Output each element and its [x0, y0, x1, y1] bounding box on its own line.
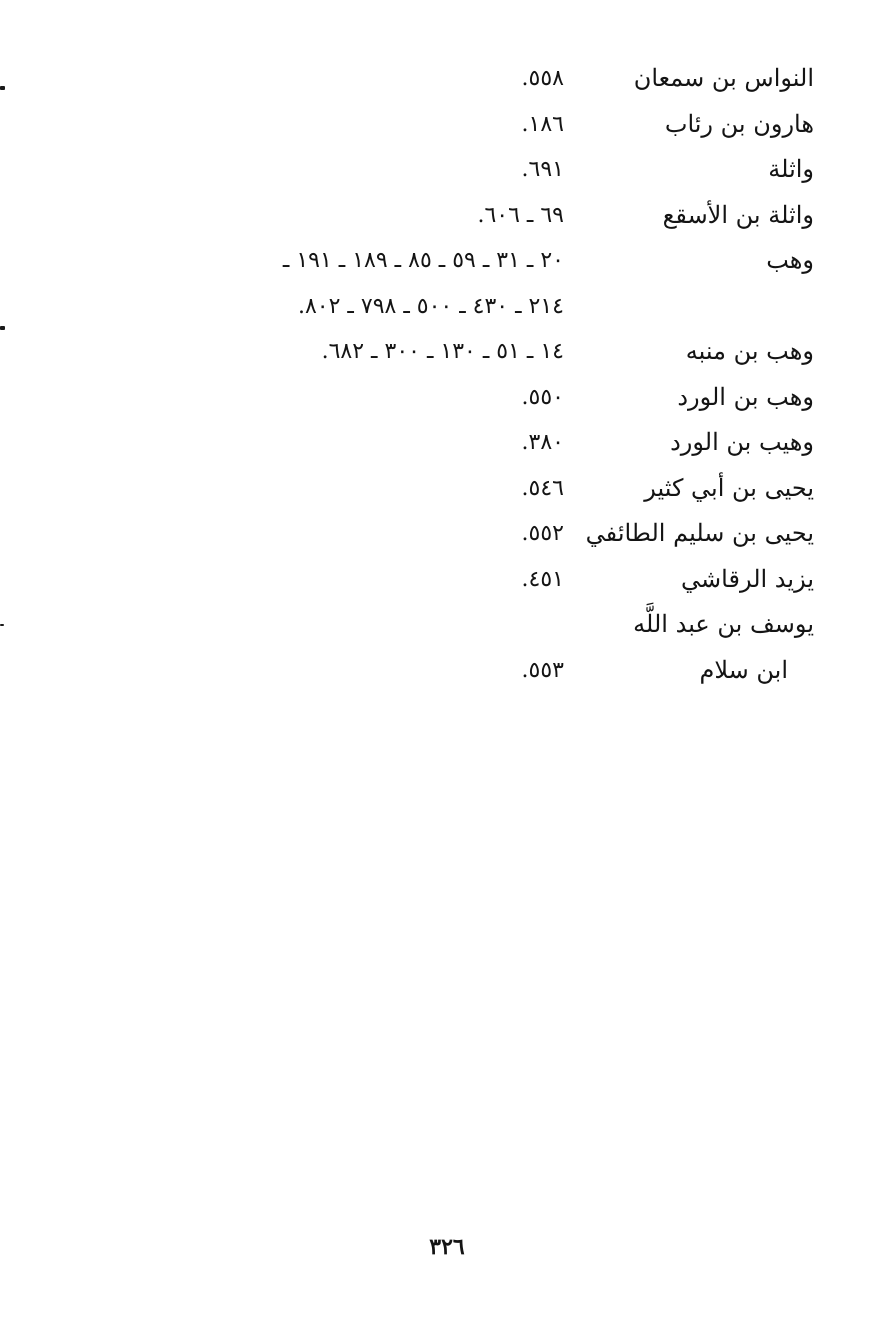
index-entry: [0, 557, 894, 603]
entry-page-refs: ٥٥٠.: [521, 384, 564, 410]
entry-name: يوسف بن عبد اللَّه: [633, 610, 814, 638]
index-entry: [0, 238, 894, 284]
entry-page-refs: ٥٥٢.: [521, 521, 564, 546]
entry-page-refs: ٦٩١.: [521, 157, 564, 182]
index-list: [0, 56, 894, 693]
entry-name: يحيى بن سليم الطائفي: [585, 519, 814, 547]
entry-name: يحيى بن أبي كثير: [644, 473, 814, 502]
entry-page-refs: ٥٤٦.: [521, 475, 564, 501]
entry-name: يزيد الرقاشي: [681, 564, 814, 593]
index-entry: [0, 602, 894, 648]
entry-name: واثلة بن الأسقع: [662, 200, 814, 229]
entry-page-refs: ٢١٤ ـ ٤٣٠ ـ ٥٠٠ ـ ٧٩٨ ـ ٨٠٢.: [297, 293, 564, 319]
scan-edge-mark: [0, 624, 4, 626]
page-number: ٣٢٦: [429, 1234, 465, 1260]
index-entry-continuation: [0, 284, 894, 330]
index-entry: [0, 147, 894, 193]
entry-name: وهب بن منبه: [685, 337, 814, 365]
entry-page-refs: ١٤ ـ ٥١ ـ ١٣٠ ـ ٣٠٠ ـ ٦٨٢.: [321, 339, 564, 364]
entry-page-refs: ٢٠ ـ ٣١ ـ ٥٩ ـ ٨٥ ـ ١٨٩ ـ ١٩١ ـ: [282, 248, 564, 273]
index-entry: [0, 375, 894, 421]
index-entry: [0, 511, 894, 557]
entry-name: وهب: [766, 246, 814, 274]
index-entry: [0, 466, 894, 512]
entry-name: النواس بن سمعان: [633, 64, 814, 92]
entry-name: واثلة: [768, 155, 814, 183]
entry-page-refs: ٥٥٣.: [521, 657, 564, 683]
entry-page-refs: ٥٥٨.: [521, 66, 564, 91]
index-entry: [0, 102, 894, 148]
entry-name: وهب بن الورد: [677, 382, 814, 411]
entry-name: هارون بن رئاب: [664, 109, 814, 138]
entry-name: وهيب بن الورد: [670, 428, 814, 456]
index-subentry: [0, 648, 894, 694]
scan-edge-mark: [0, 326, 5, 330]
index-entry: [0, 329, 894, 375]
entry-page-refs: ٤٥١.: [521, 566, 564, 592]
index-entry: [0, 56, 894, 102]
subentry-name: ابن سلام: [699, 655, 788, 684]
scan-edge-mark: [0, 86, 5, 90]
entry-page-refs: ١٨٦.: [521, 111, 564, 137]
index-entry: [0, 193, 894, 239]
entry-page-refs: ٣٨٠.: [521, 430, 564, 455]
index-entry: [0, 420, 894, 466]
entry-page-refs: ٦٩ ـ ٦٠٦.: [477, 202, 564, 228]
